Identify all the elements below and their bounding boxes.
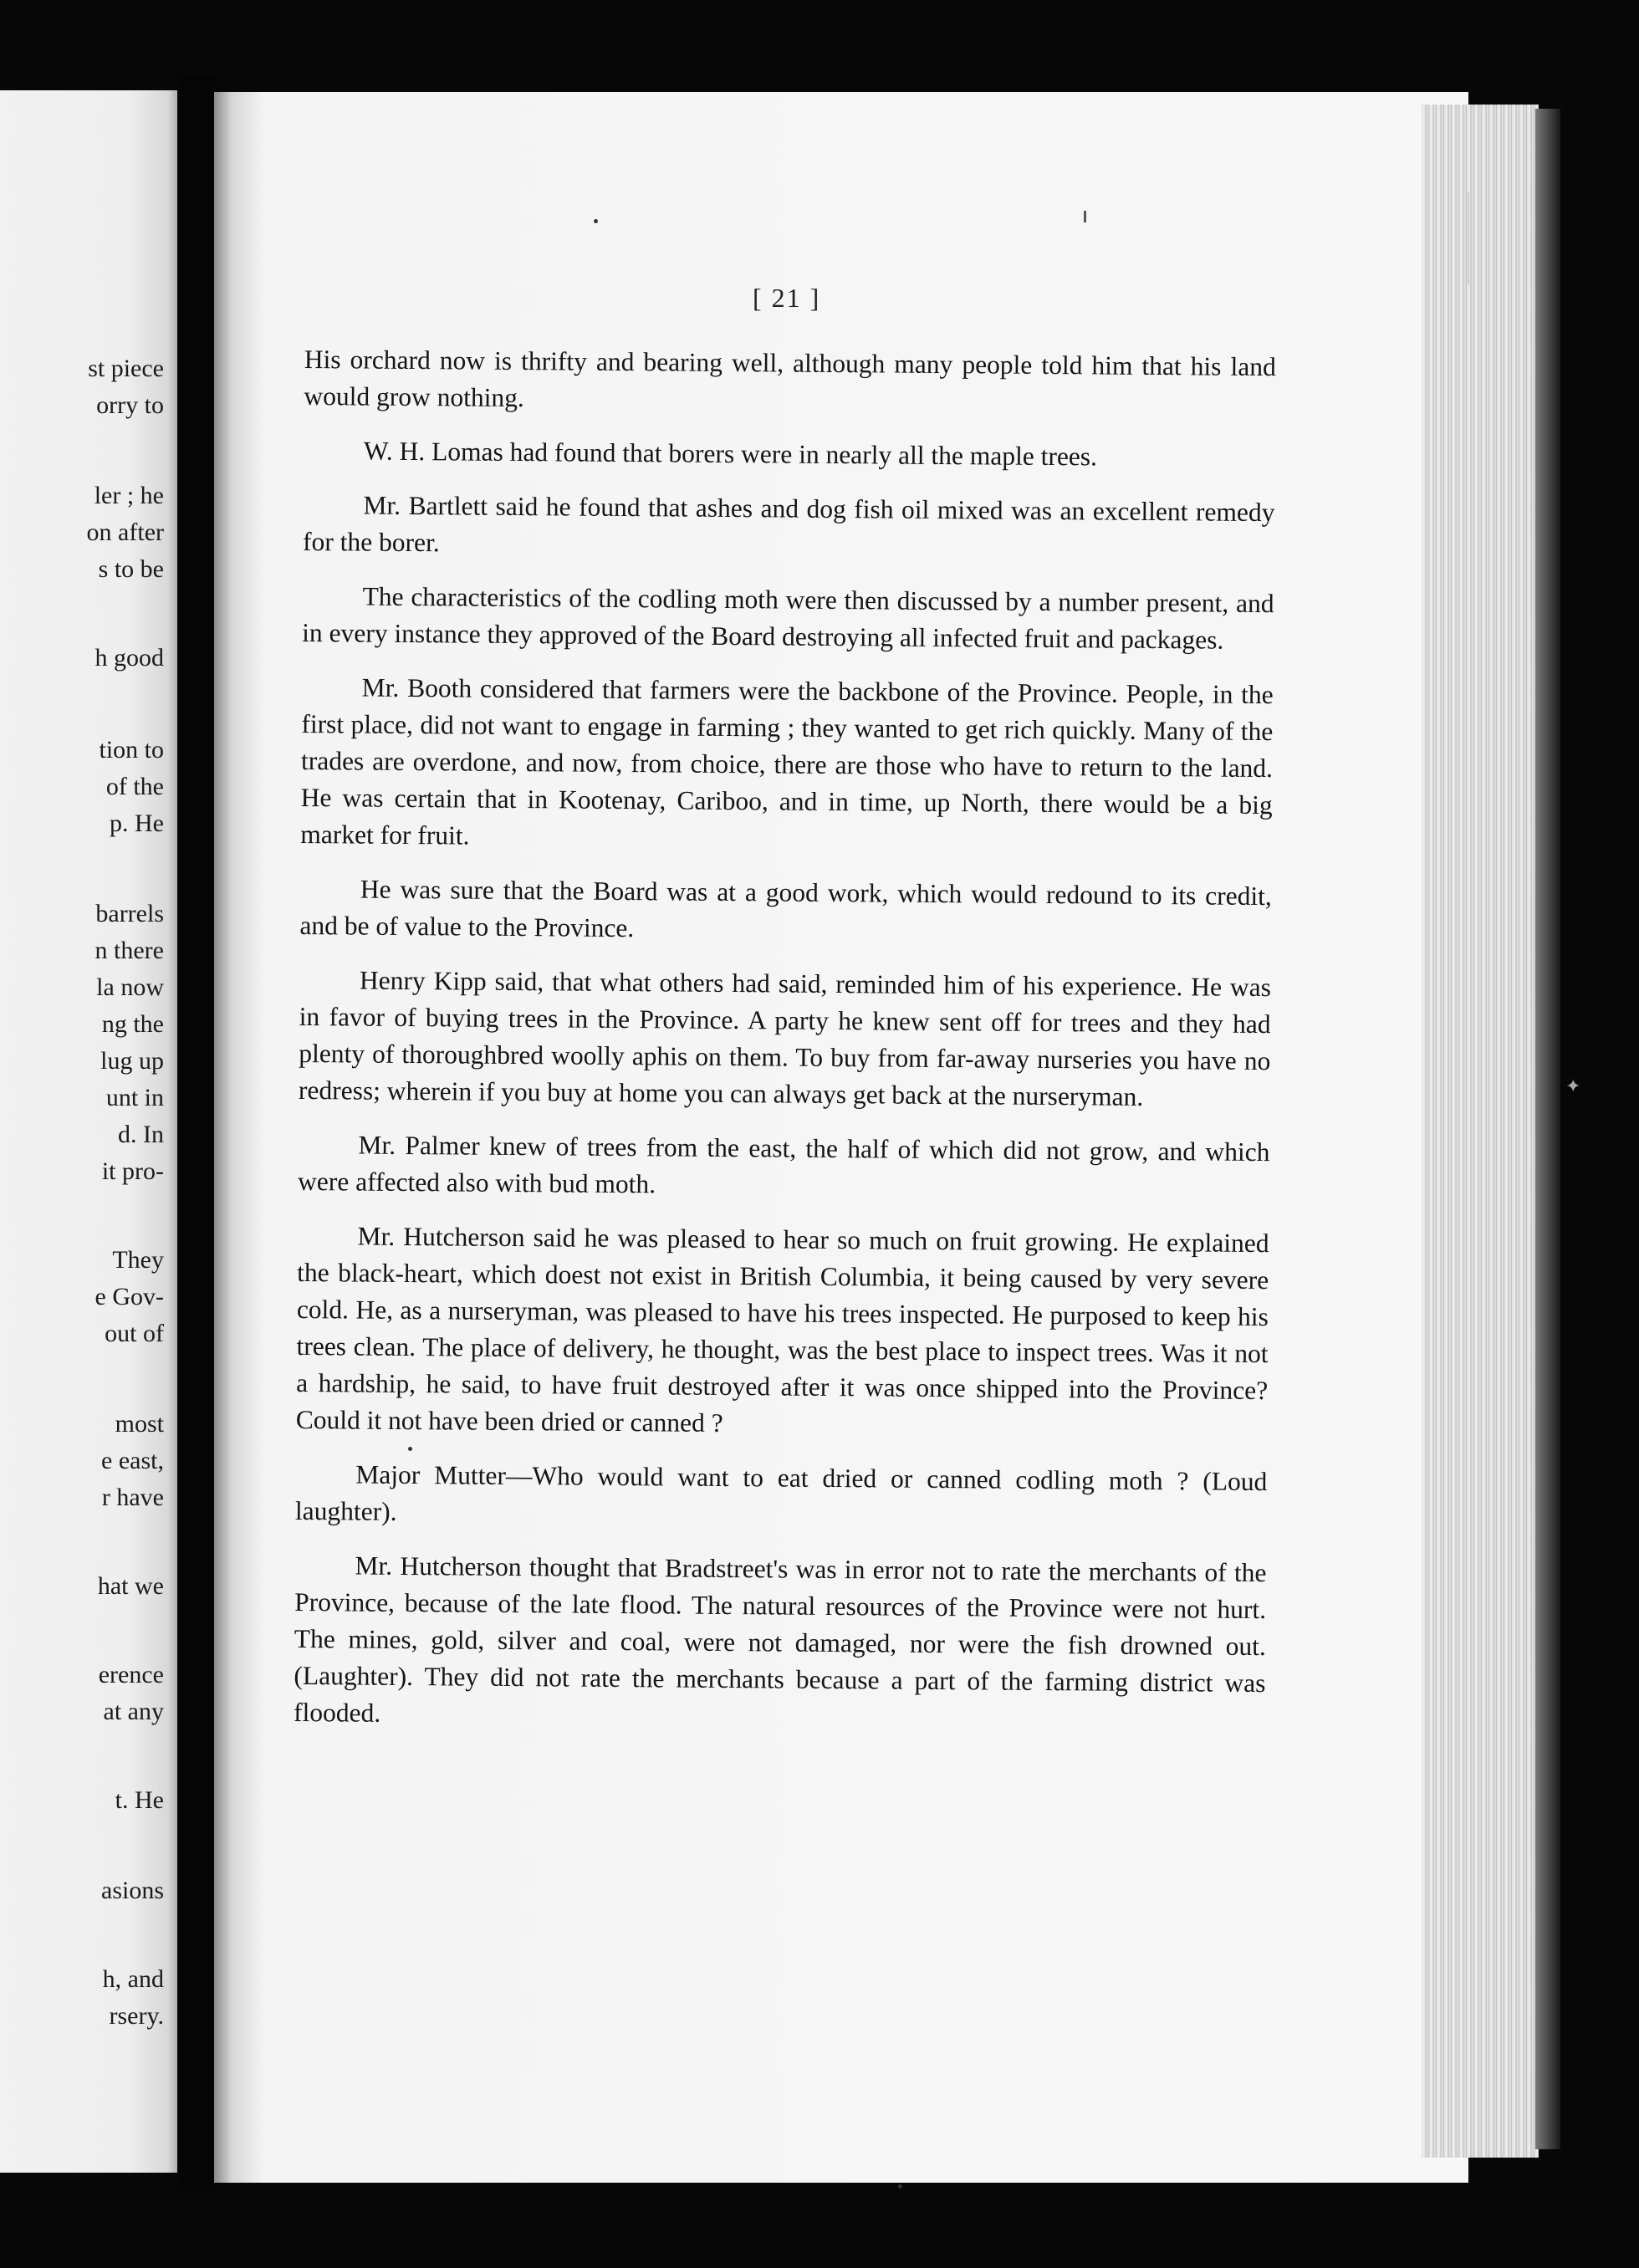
left-fragment: e Gov- (94, 1283, 164, 1310)
paragraph: The characteristics of the codling moth were then discussed by a number present, and in every instance they approved of the Board destroying all infected fruit and packages. (302, 581, 1274, 655)
left-fragment: most (115, 1410, 164, 1438)
paragraph: His orchard now is thrifty and bearing well, although many people told him that his land would grow nothing. (304, 344, 1276, 413)
smudge-mark: ✦ (1565, 1075, 1581, 1096)
left-fragment: st piece (88, 355, 164, 382)
paragraph: Mr. Bartlett said he found that ashes and dog fish oil mixed was an excellent remedy for the borer. (302, 490, 1275, 558)
paragraph: Mr. Palmer knew of trees from the east, the half of which did not grow, and which were affected also with bud moth. (297, 1130, 1270, 1199)
left-fragment: lug up (100, 1047, 164, 1075)
paragraph: Mr. Hutcherson said he was pleased to hear so much on fruit growing. He explained the black-heart, which doest not exist in British Columbia, it being caused by very severe cold. He, as a nurseryman, was pleased to have his trees inspected. He purposed to keep his trees clean. The place of delivery, he thought, was the best place to inspect trees. Was it not a hardship, he said, to have fruit destroyed after it was once shipped into the Province? Could it not have been dried or canned ? (295, 1221, 1269, 1438)
facing-page-left (0, 90, 182, 2173)
left-fragment: la now (96, 973, 164, 1001)
left-fragment: p. He (110, 810, 164, 837)
page-edges (1422, 105, 1539, 2158)
left-fragment: h good (94, 644, 164, 672)
speck (898, 2184, 902, 2189)
left-fragment: e east, (101, 1447, 164, 1474)
speck (594, 219, 598, 223)
left-fragment: h, and (102, 1965, 164, 1993)
left-fragment: rsery. (109, 2002, 164, 2030)
left-fragment: They (112, 1246, 164, 1274)
paragraph: Mr. Booth considered that farmers were the backbone of the Province. People, in the first place, did not want to engage in farming ; they wanted to get rich quickly. Many of the trades are overdone, and now, from choice, there are those who have to return to the land. He was certain that in Kootenay, Cariboo, and in time, up North, there would be a big market for fruit. (300, 672, 1274, 850)
paragraph: Henry Kipp said, that what others had said, reminded him of his experience. He was in favor of buying trees in the Province. A party he knew sent off for trees and they had plenty of thoroughbred woolly aphis on them. To buy from far-away nurseries you have no redress; wherein if you buy at home you can always get back at the nurseryman. (298, 965, 1272, 1111)
left-fragment: it pro- (101, 1157, 164, 1185)
left-fragment: tion to (99, 736, 164, 764)
left-fragment: on after (86, 518, 164, 546)
left-fragment: hat we (97, 1572, 164, 1600)
left-fragment: n there (94, 937, 164, 964)
page-number: [ 21 ] (753, 283, 821, 313)
left-fragment: t. He (115, 1786, 164, 1814)
left-fragment: orry to (96, 391, 164, 419)
left-fragment: erence (98, 1661, 164, 1688)
speck (1084, 211, 1086, 222)
left-fragment: barrels (95, 900, 164, 927)
body-text (294, 341, 1276, 1756)
left-fragment: at any (103, 1698, 164, 1725)
left-fragment: of the (105, 773, 164, 800)
left-fragment: unt in (105, 1084, 164, 1111)
left-fragment: r have (101, 1484, 164, 1511)
page-edge-shadow (1535, 109, 1560, 2149)
paragraph: Mr. Hutcherson thought that Bradstreet's was in error not to rate the merchants of the Province, because of the late flood. The natural resources of the Province were not hurt. The mines, gold, silver and coal, were not damaged, nor were the fish drowned out. (Laughter). They did not rate the merchants because a part of the farming district was flooded. (293, 1550, 1267, 1728)
left-fragment: out of (105, 1320, 164, 1347)
paragraph: Major Mutter—Who would want to eat dried or canned codling moth ? (Loud laughter). (294, 1459, 1268, 1526)
left-fragment: asions (101, 1877, 164, 1904)
paragraph: He was sure that the Board was at a good work, which would redound to its credit, and be of value to the Province. (299, 874, 1272, 943)
book-gutter (177, 75, 217, 2191)
left-fragment: d. In (118, 1121, 164, 1148)
paragraph: W. H. Lomas had found that borers were in nearly all the maple trees. (363, 436, 1098, 472)
left-fragment: ler ; he (94, 482, 164, 509)
left-fragment: ng the (101, 1010, 164, 1038)
page-scratch (1468, 192, 1469, 284)
left-fragment: s to be (98, 555, 164, 583)
